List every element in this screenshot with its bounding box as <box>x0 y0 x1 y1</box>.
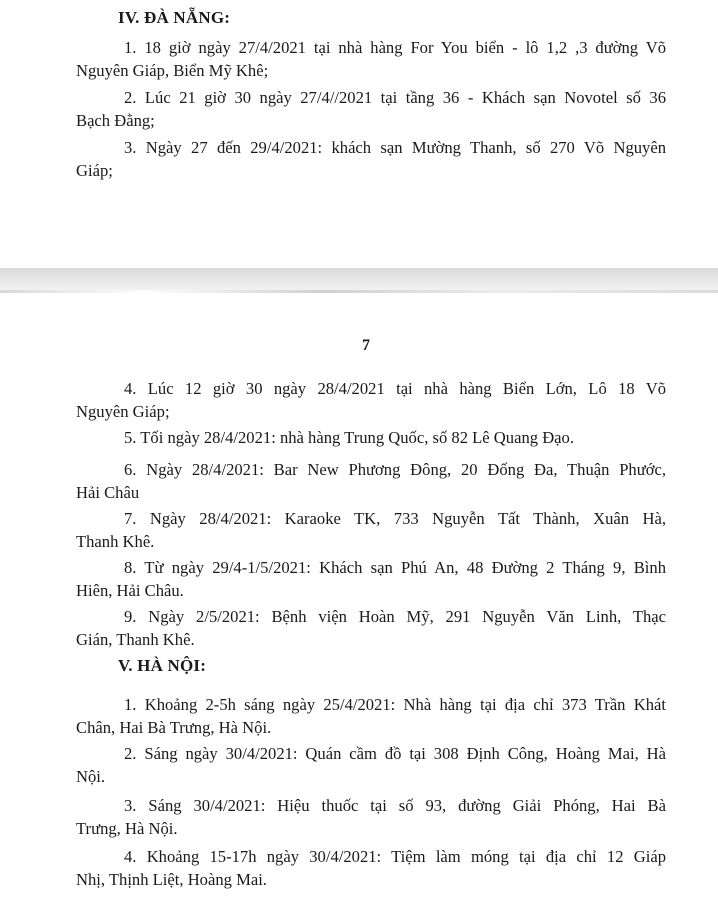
list-item: 4. Khoảng 15-17h ngày 30/4/2021: Tiệm làm móng tại địa chỉ 12 Giáp Nhị, Thịnh Liệt, Hoàng Mai. <box>76 847 666 889</box>
list-item: 1. Khoảng 2-5h sáng ngày 25/4/2021: Nhà hàng tại địa chỉ 373 Trần Khát Chân, Hai Bà Trưng, Hà Nội. <box>76 695 666 737</box>
list-item: 7. Ngày 28/4/2021: Karaoke TK, 733 Nguyễn Tất Thành, Xuân Hà, Thanh Khê. <box>76 509 666 551</box>
list-item: 3. Sáng 30/4/2021: Hiệu thuốc tại số 93, đường Giải Phóng, Hai Bà Trưng, Hà Nội. <box>76 796 666 838</box>
page-number: 7 <box>362 337 370 354</box>
list-item: 3. Ngày 27 đến 29/4/2021: khách sạn Mường Thanh, số 270 Võ Nguyên Giáp; <box>76 138 666 180</box>
list-item: 6. Ngày 28/4/2021: Bar New Phương Đông, 20 Đống Đa, Thuận Phước, Hải Châu <box>76 460 666 502</box>
list-item: 4. Lúc 12 giờ 30 ngày 28/4/2021 tại nhà hàng Biển Lớn, Lô 18 Võ Nguyên Giáp; <box>76 379 666 421</box>
list-item: 2. Sáng ngày 30/4/2021: Quán cầm đồ tại 308 Định Công, Hoàng Mai, Hà Nội. <box>76 744 666 786</box>
list-item: 2. Lúc 21 giờ 30 ngày 27/4//2021 tại tầng 36 - Khách sạn Novotel số 36 Bạch Đằng; <box>76 88 666 130</box>
list-item: 9. Ngày 2/5/2021: Bệnh viện Hoàn Mỹ, 291 Nguyễn Văn Linh, Thạc Gián, Thanh Khê. <box>76 607 666 649</box>
list-item: 1. 18 giờ ngày 27/4/2021 tại nhà hàng For You biển - lô 1,2 ,3 đường Võ Nguyên Giáp, Biển Mỹ Khê; <box>76 38 666 80</box>
section-heading-hanoi: V. HÀ NỘI: <box>118 656 207 675</box>
list-item: 5. Tối ngày 28/4/2021: nhà hàng Trung Quốc, số 82 Lê Quang Đạo. <box>124 428 574 447</box>
page-separator <box>0 268 718 293</box>
list-item: 8. Từ ngày 29/4-1/5/2021: Khách sạn Phú An, 48 Đường 2 Tháng 9, Bình Hiên, Hải Châu. <box>76 558 666 600</box>
section-heading-danang: IV. ĐÀ NẴNG: <box>118 8 231 27</box>
